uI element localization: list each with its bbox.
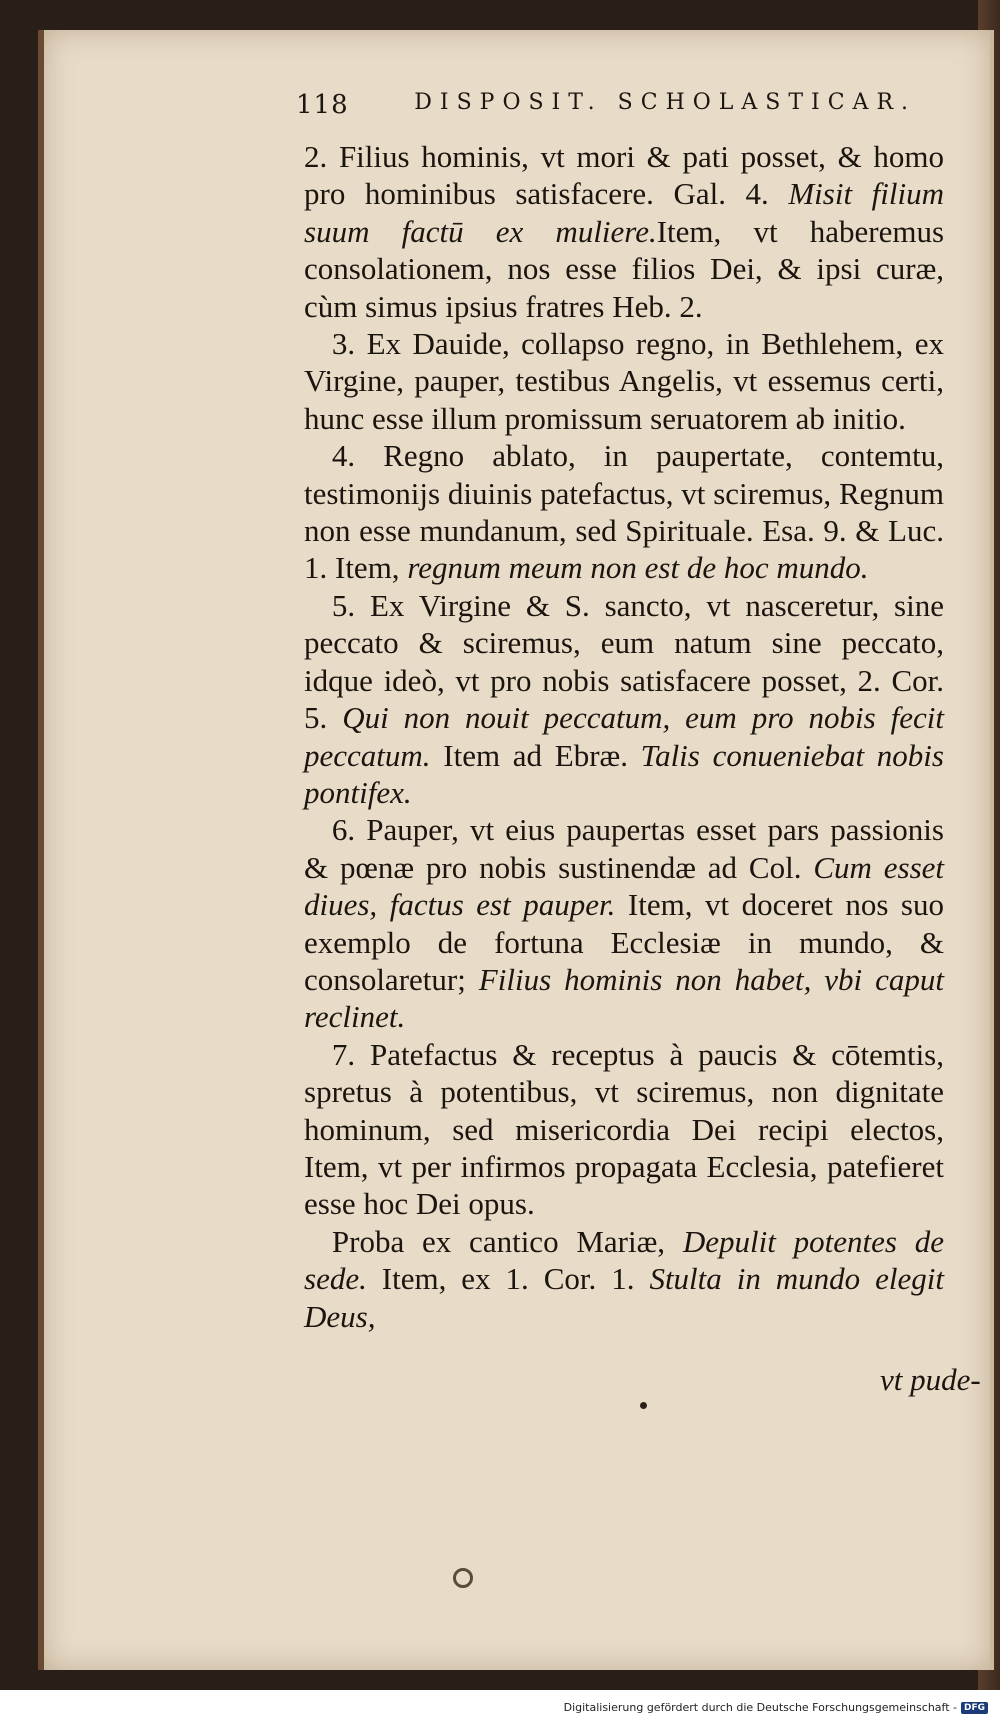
- footer-credit: Digitalisierung gefördert durch die Deutsche Forschungsgemeinschaft -: [563, 1701, 957, 1714]
- italic-quotation: Qui non nouit peccatum, eum pro nobis fecit peccatum.: [304, 700, 945, 773]
- dfg-logo-icon: DFG: [961, 1702, 988, 1714]
- text-run: 3. Ex Dauide, collapso regno, in Bethlehem, ex Virgine, pauper, testibus Angelis, vt essemus certi, hunc esse illum promissum seruatorem ab initio.: [304, 326, 944, 436]
- italic-quotation: Misit filium suum factū ex muliere.: [304, 176, 944, 249]
- italic-quotation: Filius hominis non habet, vbi caput reclinet.: [304, 961, 944, 1035]
- text-run: Item ad Ebræ.: [430, 737, 641, 773]
- running-title: DISPOSIT. SCHOLASTICAR.: [414, 90, 916, 115]
- paragraph: [304, 1223, 944, 1335]
- italic-quotation: Depulit potentes de sede.: [304, 1223, 944, 1297]
- text-run: 7. Patefactus & receptus à paucis & cōtemtis, spretus à potentibus, vt sciremus, non dignitate hominum, sed misericordia Dei recipi electos, Item, vt per infirmos propagata Ecclesia, patefieret esse hoc Dei opus.: [304, 1036, 944, 1222]
- page-number: 118: [296, 90, 349, 120]
- page-header: [296, 90, 916, 120]
- ornament-ring-icon: [453, 1568, 473, 1588]
- text-run: Item, ex 1. Cor. 1.: [366, 1261, 650, 1297]
- text-run: Item, vt haberemus consolationem, nos esse filios Dei, & ipsi curæ, cùm simus ipsius fratres Heb. 2.: [304, 213, 945, 324]
- text-run: Proba ex cantico Mariæ,: [331, 1223, 683, 1259]
- paragraph: [304, 587, 944, 811]
- text-run: Item, vt doceret nos suo exemplo de fortuna Ecclesiæ in mundo, & consolaretur;: [304, 887, 944, 997]
- paragraph: [304, 811, 944, 1035]
- catchword: vt pude-: [880, 1362, 981, 1397]
- italic-quotation: regnum meum non est de hoc mundo.: [407, 550, 869, 586]
- italic-quotation: Talis conueniebat nobis pontifex.: [304, 737, 944, 810]
- paragraph: [304, 1036, 944, 1223]
- text-run: 5. Ex Virgine & S. sancto, vt nasceretur, sine peccato & sciremus, eum natum sine peccato, idque ideò, vt pro nobis satisfacere posset, 2. Cor. 5.: [304, 587, 944, 736]
- paragraph: [304, 138, 944, 325]
- digitization-footer: [564, 1701, 988, 1714]
- body-text: [304, 138, 944, 1335]
- italic-quotation: Stulta in mundo elegit Deus,: [304, 1261, 944, 1334]
- ink-dot: [640, 1402, 647, 1409]
- text-run: 2. Filius hominis, vt mori & pati posset, & homo pro hominibus satisfacere. Gal. 4.: [304, 139, 944, 212]
- paragraph: [304, 437, 944, 587]
- text-run: 6. Pauper, vt eius paupertas esset pars passionis & pœnæ pro nobis sustinendæ ad Col.: [304, 812, 944, 885]
- paragraph: [304, 325, 944, 437]
- italic-quotation: Cum esset diues, factus est pauper.: [304, 849, 944, 923]
- text-run: 4. Regno ablato, in paupertate, contemtu, testimonijs diuinis patefactus, vt sciremus, Regnum non esse mundanum, sed Spirituale. Esa. 9. & Luc. 1. Item,: [304, 438, 944, 586]
